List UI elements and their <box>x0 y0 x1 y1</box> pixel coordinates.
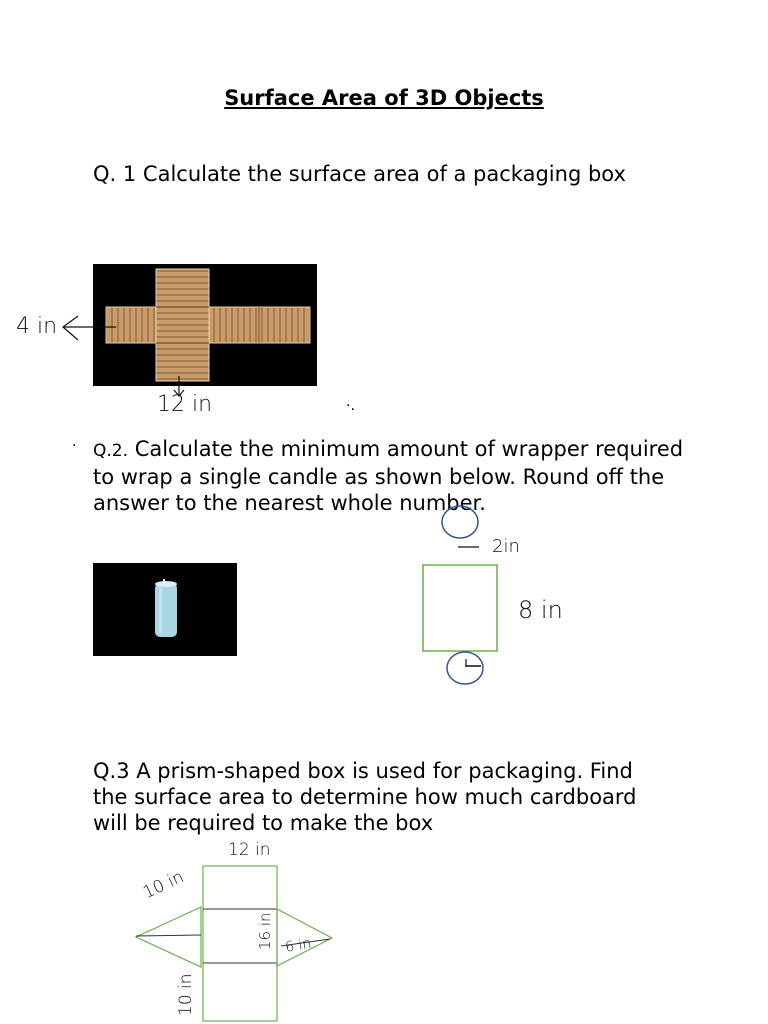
document-title: Surface Area of 3D Objects <box>224 86 544 110</box>
q3-left-label: 10 in <box>176 973 196 1016</box>
q2-radius-label: 2in <box>492 536 520 557</box>
question-3-text: Q.3 A prism-shaped box is used for packaging. Find the surface area to determine how much cardboard will be required to make the box <box>93 759 637 835</box>
candle-image <box>93 563 237 656</box>
question-1-text: Q. 1 Calculate the surface area of a packaging box <box>93 162 626 186</box>
q3-slant-label: 10 in <box>140 867 188 904</box>
q1-side-label: 4 in <box>16 314 58 339</box>
question-2-body: Calculate the minimum amount of wrapper required to wrap a single candle as shown below. Round off the answer to the nearest whole number. <box>93 437 684 515</box>
q1-bottom-label: 12 in <box>157 392 213 417</box>
candle-drawing <box>93 563 237 656</box>
q3-height-label: 16 in <box>256 912 274 950</box>
q3-base-label: 6 in <box>284 935 313 956</box>
prism-net <box>120 835 350 1024</box>
question-2-text <box>93 436 693 516</box>
question-2-prefix: Q.2. <box>93 441 129 461</box>
stray-mark: ·. <box>346 398 355 414</box>
q2-height-label: 8 in <box>518 596 563 624</box>
box-net-drawing <box>93 264 317 386</box>
bullet-mark: · <box>72 438 77 454</box>
q3-top-label: 12 in <box>228 840 271 860</box>
box-net-image <box>93 264 317 386</box>
